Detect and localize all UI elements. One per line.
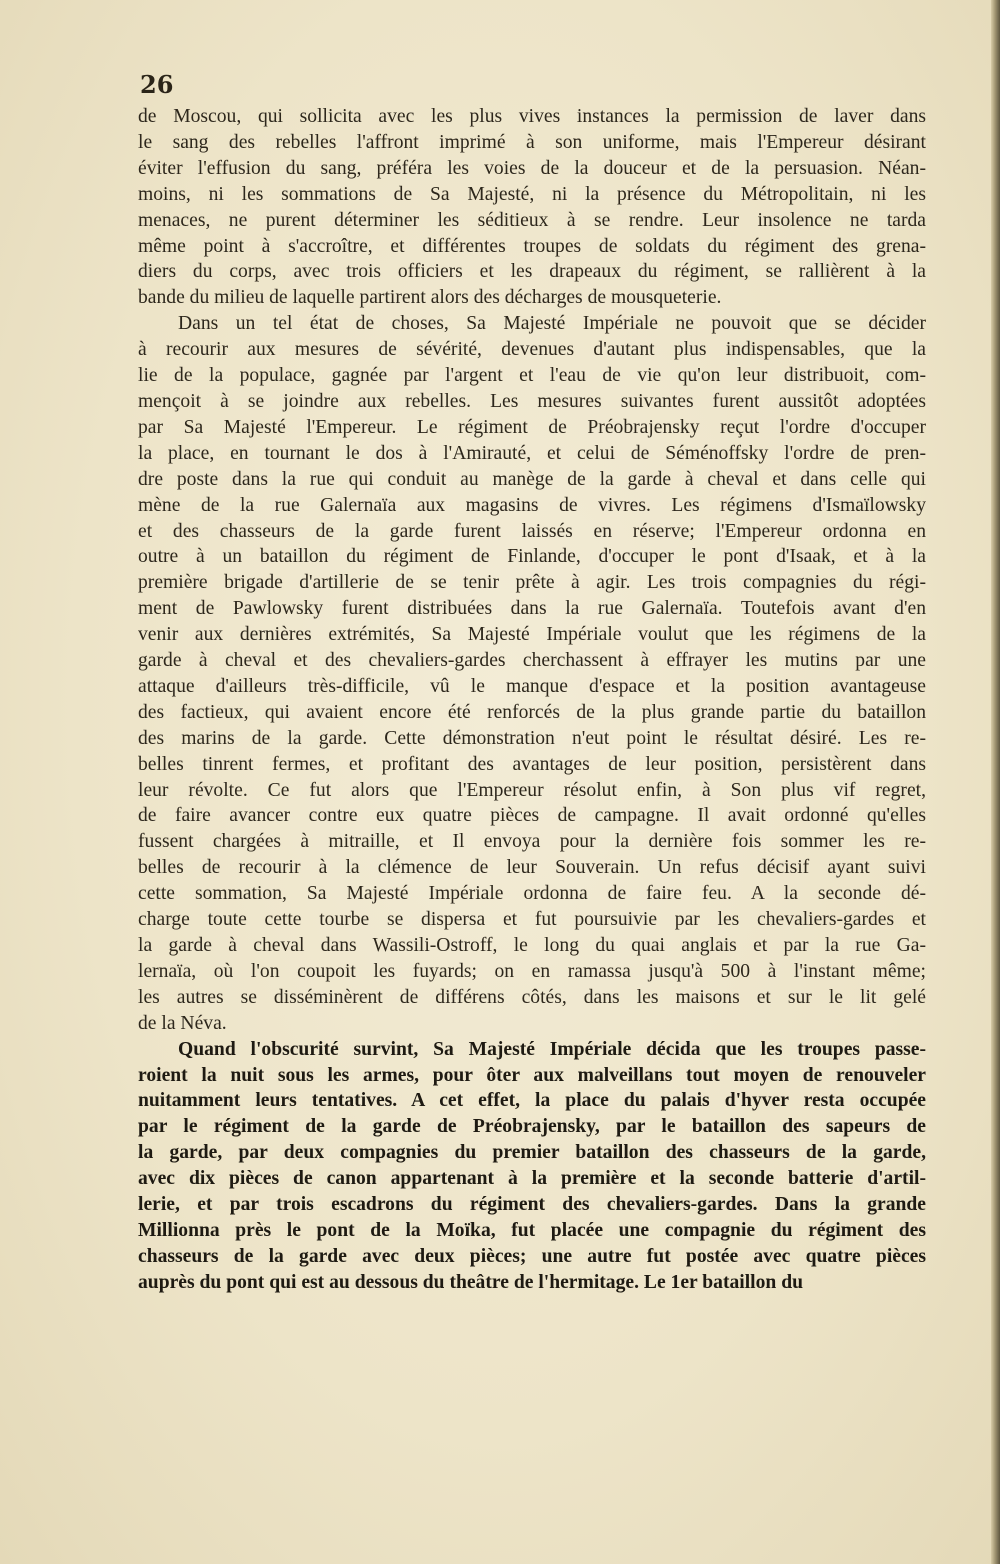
- text-line: de la Néva.: [138, 1012, 227, 1034]
- text-line: charge toute cette tourbe se dispersa et fut poursuivie par les chevaliers-gardes et: [138, 909, 926, 931]
- text-line: nuitamment leurs tentatives. A cet effet, la place du palais d'hyver resta occupée: [138, 1090, 926, 1112]
- paragraph: [138, 104, 926, 311]
- text-line: menaces, ne purent déterminer les séditieux à se rendre. Leur insolence ne tarda: [138, 209, 926, 231]
- text-line: à recourir aux mesures de sévérité, devenues d'autant plus indispensables, que la: [138, 339, 926, 361]
- paragraph: [138, 311, 926, 1036]
- text-line: belles tinrent fermes, et profitant des avantages de leur position, persistèrent dans: [138, 753, 926, 775]
- text-line: auprès du pont qui est au dessous du theâtre de l'hermitage. Le 1er bataillon du: [138, 1271, 804, 1293]
- text-line: des marins de la garde. Cette démonstration n'eut point le résultat désiré. Les re-: [138, 727, 926, 749]
- text-line: des factieux, qui avaient encore été renforcés de la plus grande partie du bataillon: [138, 701, 926, 723]
- text-line: bande du milieu de laquelle partirent alors des décharges de mousqueterie.: [138, 287, 722, 309]
- text-line: belles de recourir à la clémence de leur Souverain. Un refus décisif ayant suivi: [138, 857, 926, 879]
- text-line: première brigade d'artillerie de se tenir prête à agir. Les trois compagnies du régi-: [138, 572, 926, 594]
- text-line: leur révolte. Ce fut alors que l'Empereur résolut enfin, à Son plus vif regret,: [138, 779, 926, 801]
- text-line: Dans un tel état de choses, Sa Majesté Impériale ne pouvoit que se décider: [178, 313, 926, 335]
- page-number: 26: [140, 70, 174, 99]
- text-line: de Moscou, qui sollicita avec les plus vives instances la permission de laver dans: [138, 106, 926, 127]
- text-line: les autres se disséminèrent de différens côtés, dans les maisons et sur le lit gelé: [138, 986, 926, 1008]
- text-line: diers du corps, avec trois officiers et les drapeaux du régiment, se rallièrent à la: [138, 261, 926, 283]
- text-line: Quand l'obscurité survint, Sa Majesté Impériale décida que les troupes passe-: [178, 1038, 926, 1060]
- text-line: le sang des rebelles l'affront imprimé à son uniforme, mais l'Empereur désirant: [138, 131, 926, 153]
- text-line: chasseurs de la garde avec deux pièces; une autre fut postée avec quatre pièces: [138, 1245, 926, 1267]
- text-line: de faire avancer contre eux quatre pièces de campagne. Il avait ordonné qu'elles: [138, 805, 926, 827]
- text-line: la garde à cheval dans Wassili-Ostroff, le long du quai anglais et par la rue Ga-: [138, 935, 926, 956]
- text-line: moins, ni les sommations de Sa Majesté, ni la présence du Métropolitain, ni les: [138, 183, 926, 205]
- text-line: par Sa Majesté l'Empereur. Le régiment de Préobrajensky reçut l'ordre d'occuper: [138, 416, 926, 438]
- text-line: et des chasseurs de la garde furent laissés en réserve; l'Empereur ordonna en: [138, 520, 926, 542]
- text-line: mène de la rue Galernaïa aux magasins de vivres. Les régimens d'Ismaïlowsky: [138, 494, 926, 516]
- text-line: même point à s'accroître, et différentes troupes de soldats du régiment des grena-: [138, 235, 926, 257]
- text-line: avec dix pièces de canon appartenant à la première et la seconde batterie d'artil-: [138, 1168, 926, 1190]
- text-line: la garde, par deux compagnies du premier bataillon des chasseurs de la garde,: [138, 1142, 926, 1164]
- paragraph: [138, 1037, 926, 1296]
- text-line: lernaïa, où l'on coupoit les fuyards; on en ramassa jusqu'à 500 à l'instant même;: [138, 960, 926, 982]
- text-line: garde à cheval et des chevaliers-gardes cherchassent à effrayer les mutins par une: [138, 650, 926, 672]
- page-edge-shadow: [991, 0, 1000, 1564]
- text-line: lerie, et par trois escadrons du régiment des chevaliers-gardes. Dans la grande: [138, 1194, 926, 1216]
- text-line: venir aux dernières extrémités, Sa Majesté Impériale voulut que les régimens de la: [138, 624, 926, 646]
- text-line: cette sommation, Sa Majesté Impériale ordonna de faire feu. A la seconde dé-: [138, 883, 926, 905]
- text-line: roient la nuit sous les armes, pour ôter aux malveillans tout moyen de renouveler: [138, 1064, 926, 1086]
- text-line: la place, en tournant le dos à l'Amirauté, et celui de Séménoffsky l'ordre de pren-: [138, 442, 926, 464]
- text-line: outre à un bataillon du régiment de Finlande, d'occuper le pont d'Isaak, et à la: [138, 546, 926, 568]
- text-line: attaque d'ailleurs très-difficile, vû le manque d'espace et la position avantageuse: [138, 675, 926, 697]
- text-line: Millionna près le pont de la Moïka, fut placée une compagnie du régiment des: [138, 1219, 926, 1241]
- text-line: ment de Pawlowsky furent distribuées dans la rue Galernaïa. Toutefois avant d'en: [138, 598, 926, 620]
- text-line: lie de la populace, gagnée par l'argent et l'eau de vie qu'on leur distribuoit, com-: [138, 365, 926, 387]
- text-line: par le régiment de la garde de Préobrajensky, par le bataillon des sapeurs de: [138, 1116, 926, 1138]
- body-text: [138, 104, 926, 1296]
- text-line: dre poste dans la rue qui conduit au manège de la garde à cheval et dans celle qui: [138, 468, 926, 490]
- text-line: éviter l'effusion du sang, préféra les voies de la douceur et de la persuasion. Néan-: [138, 157, 926, 179]
- text-line: mençoit à se joindre aux rebelles. Les mesures suivantes furent aussitôt adoptées: [138, 390, 926, 412]
- text-line: fussent chargées à mitraille, et Il envoya pour la dernière fois sommer les re-: [138, 831, 926, 853]
